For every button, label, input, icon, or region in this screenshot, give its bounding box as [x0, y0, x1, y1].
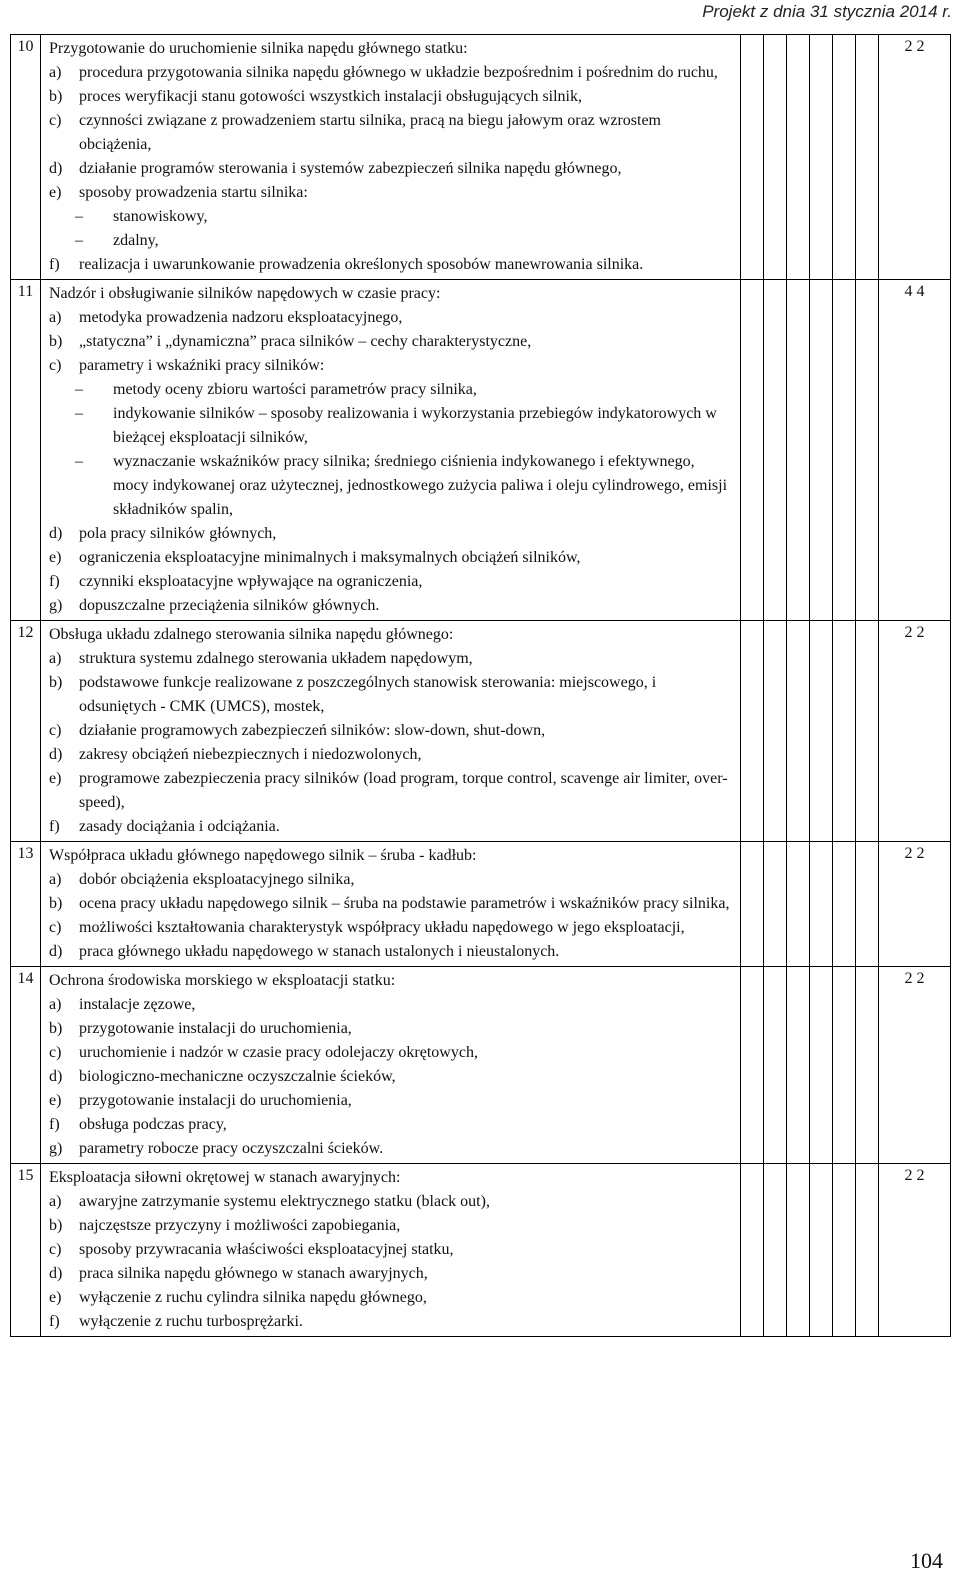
section-title: Obsługa układu zdalnego sterowania silnika napędu głównego:	[49, 626, 454, 643]
sub-item	[49, 205, 734, 229]
empty-cell	[787, 35, 810, 280]
list-item	[49, 1113, 734, 1137]
sub-item-text: zdalny,	[113, 232, 159, 249]
sub-item-text: metody oceny zbioru wartości parametrów pracy silnika,	[113, 381, 477, 398]
item-letter: g)	[49, 1140, 63, 1157]
dash-bullet-icon: –	[75, 405, 83, 422]
curriculum-table	[10, 34, 951, 1337]
item-text: pola pracy silników głównych,	[79, 525, 277, 542]
item-letter: b)	[49, 1217, 63, 1234]
item-letter: c)	[49, 1044, 62, 1061]
empty-cell	[787, 967, 810, 1164]
table-row	[11, 280, 951, 621]
list-item	[49, 181, 734, 205]
sub-item-text: indykowanie silników – sposoby realizowania i wykorzystania przebiegów indykatorowych w bieżącej eksploatacji silników,	[113, 405, 717, 446]
hours-cell: 2 2	[879, 1164, 951, 1337]
item-text: uruchomienie i nadzór w czasie pracy odolejaczy okrętowych,	[79, 1044, 478, 1061]
item-text: metodyka prowadzenia nadzoru eksploatacyjnego,	[79, 309, 403, 326]
item-letter: a)	[49, 996, 62, 1013]
list-item	[49, 1041, 734, 1065]
table-row	[11, 842, 951, 967]
empty-cell	[833, 621, 856, 842]
empty-cell	[764, 35, 787, 280]
item-letter: f)	[49, 1313, 60, 1330]
section-title: Ochrona środowiska morskiego w eksploatacji statku:	[49, 972, 396, 989]
row-number: 11	[11, 280, 41, 621]
dash-bullet-icon: –	[75, 208, 83, 225]
list-item	[49, 61, 734, 85]
empty-cell	[741, 280, 764, 621]
list-item	[49, 1214, 734, 1238]
list-item	[49, 892, 734, 916]
sub-item-text: wyznaczanie wskaźników pracy silnika; średniego ciśnienia indykowanego i efektywnego, mocy indykowanej oraz użytecznej, jednostkowego zużycia paliwa i oleju cylindrowego, emisji składników spalin,	[113, 453, 728, 518]
section-title: Współpraca układu głównego napędowego silnik – śruba - kadłub:	[49, 847, 477, 864]
list-item	[49, 1310, 734, 1334]
item-letter: e)	[49, 1289, 62, 1306]
item-text: działanie programowych zabezpieczeń silników: slow-down, shut-down,	[79, 722, 546, 739]
item-letter: a)	[49, 1193, 62, 1210]
list-item	[49, 85, 734, 109]
item-text: procedura przygotowania silnika napędu głównego w układzie bezpośrednim i pośrednim do ruchu,	[79, 64, 718, 81]
list-item	[49, 1017, 734, 1041]
empty-cell	[833, 842, 856, 967]
empty-cell	[833, 967, 856, 1164]
list-item	[49, 330, 734, 354]
list-item	[49, 594, 734, 618]
empty-cell	[787, 621, 810, 842]
row-content	[41, 1164, 741, 1337]
item-letter: c)	[49, 722, 62, 739]
hours-cell: 4 4	[879, 280, 951, 621]
sub-item	[49, 402, 734, 450]
item-text: wyłączenie z ruchu cylindra silnika napędu głównego,	[79, 1289, 427, 1306]
section-title: Nadzór i obsługiwanie silników napędowych w czasie pracy:	[49, 285, 441, 302]
item-text: działanie programów sterowania i systemów zabezpieczeń silnika napędu głównego,	[79, 160, 622, 177]
item-text: realizacja i uwarunkowanie prowadzenia określonych sposobów manewrowania silnika.	[79, 256, 644, 273]
list-item	[49, 1286, 734, 1310]
row-number: 15	[11, 1164, 41, 1337]
item-letter: b)	[49, 895, 63, 912]
item-text: praca silnika napędu głównego w stanach awaryjnych,	[79, 1265, 428, 1282]
item-letter: a)	[49, 309, 62, 326]
item-letter: g)	[49, 597, 63, 614]
item-text: ocena pracy układu napędowego silnik – śruba na podstawie parametrów i wskaźników pracy silnika,	[79, 895, 730, 912]
table-body	[11, 35, 951, 1337]
row-content	[41, 967, 741, 1164]
item-letter: f)	[49, 256, 60, 273]
empty-cell	[787, 1164, 810, 1337]
item-text: praca głównego układu napędowego w stanach ustalonych i nieustalonych.	[79, 943, 560, 960]
empty-cell	[764, 280, 787, 621]
empty-cell	[810, 35, 833, 280]
empty-cell	[833, 35, 856, 280]
item-text: struktura systemu zdalnego sterowania układem napędowym,	[79, 650, 473, 667]
item-letter: d)	[49, 746, 63, 763]
item-text: najczęstsze przyczyny i możliwości zapobiegania,	[79, 1217, 401, 1234]
list-item	[49, 767, 734, 815]
sub-item	[49, 378, 734, 402]
item-text: zakresy obciążeń niebezpiecznych i niedozwolonych,	[79, 746, 422, 763]
hours-cell: 2 2	[879, 842, 951, 967]
item-letter: f)	[49, 818, 60, 835]
empty-cell	[810, 280, 833, 621]
item-letter: b)	[49, 1020, 63, 1037]
item-letter: c)	[49, 919, 62, 936]
item-text: dopuszczalne przeciążenia silników głównych.	[79, 597, 380, 614]
row-number: 10	[11, 35, 41, 280]
item-text: instalacje zęzowe,	[79, 996, 196, 1013]
item-text: czynniki eksploatacyjne wpływające na ograniczenia,	[79, 573, 423, 590]
item-text: podstawowe funkcje realizowane z poszczególnych stanowisk sterowania: miejscowego, i odsuniętych - CMK (UMCS), mostek,	[79, 674, 657, 715]
document-header: Projekt z dnia 31 stycznia 2014 r.	[702, 2, 952, 21]
empty-cell	[856, 1164, 879, 1337]
hours-cell: 2 2	[879, 967, 951, 1164]
empty-cell	[810, 621, 833, 842]
table-row	[11, 621, 951, 842]
list-item	[49, 157, 734, 181]
item-letter: f)	[49, 573, 60, 590]
list-item	[49, 354, 734, 378]
item-text: czynności związane z prowadzeniem startu silnika, pracą na biegu jałowym oraz wzrostem obciążenia,	[79, 112, 661, 153]
list-item	[49, 306, 734, 330]
item-text: możliwości kształtowania charakterystyk współpracy układu napędowego w jego eksploatacji,	[79, 919, 685, 936]
row-number: 12	[11, 621, 41, 842]
row-content	[41, 35, 741, 280]
list-item	[49, 1089, 734, 1113]
item-text: przygotowanie instalacji do uruchomienia,	[79, 1092, 352, 1109]
list-item	[49, 940, 734, 964]
item-text: obsługa podczas pracy,	[79, 1116, 227, 1133]
item-text: „statyczna” i „dynamiczna” praca silników – cechy charakterystyczne,	[79, 333, 532, 350]
list-item	[49, 1065, 734, 1089]
dash-bullet-icon: –	[75, 232, 83, 249]
item-letter: c)	[49, 357, 62, 374]
item-letter: d)	[49, 1068, 63, 1085]
list-item	[49, 109, 734, 157]
list-item	[49, 647, 734, 671]
table-row	[11, 1164, 951, 1337]
empty-cell	[833, 1164, 856, 1337]
list-item	[49, 868, 734, 892]
list-item	[49, 719, 734, 743]
item-letter: a)	[49, 64, 62, 81]
empty-cell	[764, 1164, 787, 1337]
item-text: awaryjne zatrzymanie systemu elektrycznego statku (black out),	[79, 1193, 490, 1210]
empty-cell	[787, 842, 810, 967]
item-letter: e)	[49, 184, 62, 201]
row-content	[41, 842, 741, 967]
list-item	[49, 743, 734, 767]
item-text: proces weryfikacji stanu gotowości wszystkich instalacji obsługujących silnik,	[79, 88, 582, 105]
list-item	[49, 916, 734, 940]
row-number: 14	[11, 967, 41, 1164]
empty-cell	[856, 621, 879, 842]
item-letter: b)	[49, 674, 63, 691]
list-item	[49, 993, 734, 1017]
empty-cell	[810, 842, 833, 967]
item-letter: b)	[49, 88, 63, 105]
empty-cell	[856, 280, 879, 621]
list-item	[49, 815, 734, 839]
empty-cell	[856, 842, 879, 967]
item-letter: d)	[49, 160, 63, 177]
item-text: ograniczenia eksploatacyjne minimalnych i maksymalnych obciążeń silników,	[79, 549, 581, 566]
item-letter: e)	[49, 770, 62, 787]
table-row	[11, 967, 951, 1164]
empty-cell	[741, 621, 764, 842]
sub-item-text: stanowiskowy,	[113, 208, 208, 225]
item-text: sposoby przywracania właściwości eksploatacyjnej statku,	[79, 1241, 454, 1258]
empty-cell	[764, 621, 787, 842]
item-letter: c)	[49, 1241, 62, 1258]
item-text: dobór obciążenia eksploatacyjnego silnika,	[79, 871, 355, 888]
item-letter: b)	[49, 333, 63, 350]
list-item	[49, 1190, 734, 1214]
row-content	[41, 621, 741, 842]
list-item	[49, 570, 734, 594]
empty-cell	[810, 967, 833, 1164]
list-item	[49, 253, 734, 277]
row-number: 13	[11, 842, 41, 967]
sub-item	[49, 229, 734, 253]
empty-cell	[741, 842, 764, 967]
item-letter: f)	[49, 1116, 60, 1133]
item-text: przygotowanie instalacji do uruchomienia,	[79, 1020, 352, 1037]
item-letter: c)	[49, 112, 62, 129]
item-letter: a)	[49, 650, 62, 667]
section-title: Przygotowanie do uruchomienie silnika napędu głównego statku:	[49, 40, 468, 57]
empty-cell	[741, 967, 764, 1164]
item-letter: d)	[49, 943, 63, 960]
empty-cell	[741, 1164, 764, 1337]
table-row	[11, 35, 951, 280]
empty-cell	[810, 1164, 833, 1337]
empty-cell	[741, 35, 764, 280]
hours-cell: 2 2	[879, 35, 951, 280]
hours-cell: 2 2	[879, 621, 951, 842]
empty-cell	[764, 842, 787, 967]
empty-cell	[833, 280, 856, 621]
list-item	[49, 522, 734, 546]
item-text: wyłączenie z ruchu turbosprężarki.	[79, 1313, 303, 1330]
item-text: biologiczno-mechaniczne oczyszczalnie ścieków,	[79, 1068, 396, 1085]
item-text: parametry i wskaźniki pracy silników:	[79, 357, 325, 374]
empty-cell	[787, 280, 810, 621]
list-item	[49, 1262, 734, 1286]
dash-bullet-icon: –	[75, 381, 83, 398]
section-title: Eksploatacja siłowni okrętowej w stanach awaryjnych:	[49, 1169, 401, 1186]
item-letter: e)	[49, 549, 62, 566]
item-letter: a)	[49, 871, 62, 888]
dash-bullet-icon: –	[75, 453, 83, 470]
item-text: sposoby prowadzenia startu silnika:	[79, 184, 308, 201]
item-text: parametry robocze pracy oczyszczalni ścieków.	[79, 1140, 384, 1157]
sub-item	[49, 450, 734, 522]
item-letter: e)	[49, 1092, 62, 1109]
list-item	[49, 546, 734, 570]
item-letter: d)	[49, 1265, 63, 1282]
empty-cell	[856, 967, 879, 1164]
empty-cell	[856, 35, 879, 280]
empty-cell	[764, 967, 787, 1164]
list-item	[49, 1137, 734, 1161]
item-text: programowe zabezpieczenia pracy silników (load program, torque control, scavenge air limiter, over-speed),	[79, 770, 728, 811]
page-number: 104	[910, 1548, 943, 1573]
item-letter: d)	[49, 525, 63, 542]
list-item	[49, 671, 734, 719]
item-text: zasady dociążania i odciążania.	[79, 818, 280, 835]
list-item	[49, 1238, 734, 1262]
row-content	[41, 280, 741, 621]
